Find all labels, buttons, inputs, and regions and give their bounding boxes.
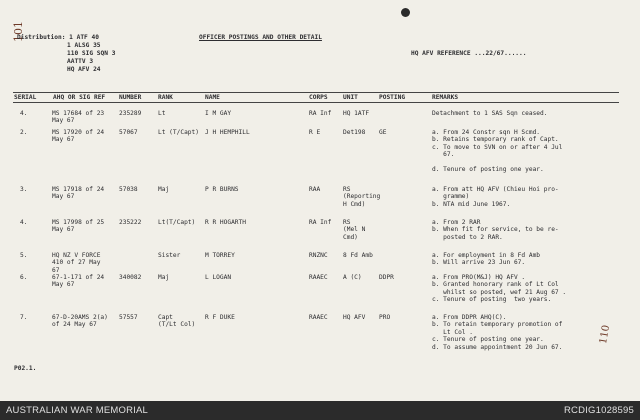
- cell-ref-line: HQ NZ V FORCE: [52, 252, 101, 259]
- cell-ref-line: May 67: [52, 136, 75, 144]
- cell-remarks-line: b. Will arrive 23 Jun 67.: [432, 259, 526, 267]
- cell-ref-line: of 24 May 67: [52, 321, 97, 329]
- archive-footer: [0, 401, 640, 420]
- cell-name: J H HEMPHILL: [205, 129, 250, 136]
- cell-rank-line: Maj: [158, 186, 170, 193]
- cell-number: 57038: [119, 186, 138, 193]
- cell-unit-line: (Reporting: [343, 193, 381, 201]
- cell-remarks-line: a. From 24 Constr sqn H Scmd.: [432, 129, 541, 136]
- reference-number: HQ AFV REFERENCE ...22/67......: [411, 50, 527, 57]
- cell-ref-line: 67-1-171 of 24: [52, 274, 105, 281]
- cell-remarks-line: a. From att HQ AFV (Chieu Hoi pro-: [432, 186, 559, 193]
- cell-number: 57067: [119, 129, 138, 136]
- cell-ref-line: 410 of 27 May: [52, 259, 101, 267]
- punch-hole: [401, 8, 410, 17]
- cell-ref-line: May 67: [52, 281, 75, 289]
- cell-unit-line: RS: [343, 219, 351, 226]
- cell-unit-line: 8 Fd Amb: [343, 252, 373, 259]
- cell-rank-line: Lt(T/Capt): [158, 219, 196, 226]
- cell-remarks-line: a. From PRO(M&J) HQ AFV .: [432, 274, 526, 281]
- cell-corps: RAAEC: [309, 274, 328, 281]
- cell-number: 235222: [119, 219, 142, 226]
- cell-unit-line: RS: [343, 186, 351, 193]
- cell-posting: DDPR: [379, 274, 394, 281]
- cell-rank-line: Capt: [158, 314, 173, 321]
- distribution-line-4: AATTV 3: [67, 58, 94, 65]
- cell-ref-line: May 67: [52, 226, 75, 234]
- cell-ref-line: May 67: [52, 193, 75, 201]
- distribution-line-5: HQ AFV 24: [67, 66, 101, 73]
- cell-name: R F DUKE: [205, 314, 235, 321]
- cell-remarks-line: d. Tenure of posting one year.: [432, 166, 544, 173]
- header-rule-bottom: [13, 102, 619, 103]
- cell-serial: 3.: [20, 186, 28, 193]
- cell-remarks-line: b. NTA mid June 1967.: [432, 200, 511, 208]
- cell-remarks-line: gramme): [432, 193, 470, 201]
- cell-ref-line: MS 17918 of 24: [52, 186, 105, 193]
- cell-name: R R HOGARTH: [205, 219, 246, 226]
- cell-serial: 6.: [20, 274, 28, 281]
- cell-remarks-line: whilst so posted, wef 21 Aug 67 .: [432, 288, 567, 296]
- cell-corps: RAA: [309, 186, 321, 193]
- col-serial: SERIAL: [14, 94, 37, 101]
- cell-ref-line: May 67: [52, 117, 75, 125]
- footnote: P02.1.: [14, 365, 37, 372]
- cell-remarks-line: a. From 2 RAR: [432, 219, 481, 226]
- cell-rank-line: Lt (T/Capt): [158, 129, 199, 136]
- cell-serial: 4.: [20, 219, 28, 226]
- archive-id: RCDIG1028595: [564, 405, 634, 416]
- cell-rank-line: Lt: [158, 110, 166, 117]
- cell-unit-line: Det198: [343, 129, 366, 136]
- cell-name: M TORREY: [205, 252, 235, 259]
- document-title: OFFICER POSTINGS AND OTHER DETAIL: [199, 34, 322, 41]
- cell-remarks-line: a. For employment in 8 Fd Amb: [432, 252, 541, 259]
- cell-unit-line: H Cmd): [343, 200, 366, 208]
- cell-serial: 4.: [20, 110, 28, 117]
- distribution-line-2: 1 ALSG 35: [67, 42, 101, 49]
- cell-name: L LOGAN: [205, 274, 232, 281]
- col-corps: CORPS: [309, 94, 328, 101]
- cell-remarks-line: Lt Col .: [432, 328, 473, 336]
- cell-ref-line: MS 17920 of 24: [52, 129, 105, 136]
- col-remarks: REMARKS: [432, 94, 459, 101]
- cell-serial: 2.: [20, 129, 28, 136]
- cell-remarks-line: c. Tenure of posting two years.: [432, 296, 552, 304]
- cell-serial: 7.: [20, 314, 28, 321]
- cell-name: P R BURNS: [205, 186, 239, 193]
- distribution-line-1: Distribution: 1 ATF 40: [17, 34, 99, 41]
- cell-remarks-line: b. Granted honorary rank of Lt Col: [432, 281, 559, 289]
- col-number: NUMBER: [119, 94, 142, 101]
- cell-remarks-line: b. When fit for service, to be re-: [432, 226, 559, 234]
- cell-unit-line: HQ 1ATF: [343, 110, 370, 117]
- header-rule-top: [13, 92, 619, 93]
- cell-number: 57557: [119, 314, 138, 321]
- cell-unit-line: A (C): [343, 274, 362, 281]
- cell-number: 340082: [119, 274, 142, 281]
- cell-ref-line: MS 17684 of 23: [52, 110, 105, 117]
- cell-rank-line: Sister: [158, 252, 181, 259]
- cell-rank-line: Maj: [158, 274, 170, 281]
- cell-remarks-line: a. From DDPR AHQ(C).: [432, 314, 507, 321]
- cell-unit-line: HQ AFV: [343, 314, 366, 321]
- col-rank: RANK: [158, 94, 173, 101]
- cell-remarks-line: 67.: [432, 151, 455, 159]
- cell-serial: 5.: [20, 252, 28, 259]
- cell-remarks-line: Detachment to 1 SAS Sqn ceased.: [432, 110, 548, 117]
- cell-remarks-line: posted to 2 RAR.: [432, 233, 503, 241]
- cell-ref-line: MS 17998 of 25: [52, 219, 105, 226]
- cell-remarks-line: c. To move to SVN on or after 4 Jul: [432, 143, 563, 151]
- cell-corps: RAAEC: [309, 314, 328, 321]
- cell-corps: RA Inf: [309, 110, 332, 117]
- distribution-line-3: 110 SIG SQN 3: [67, 50, 116, 57]
- col-ref: AHQ OR SIG REF: [53, 94, 106, 101]
- cell-ref-line: 67-D-20AMS 2(a): [52, 314, 108, 321]
- cell-corps: RNZNC: [309, 252, 328, 259]
- cell-ref-line: 67: [52, 266, 60, 274]
- col-name: NAME: [205, 94, 220, 101]
- cell-remarks-line: b. To retain temporary promotion of: [432, 321, 563, 329]
- cell-name: I M GAY: [205, 110, 232, 117]
- pen-mark: 101: [12, 21, 25, 42]
- side-mark: 110: [598, 324, 613, 345]
- cell-posting: GE: [379, 129, 387, 136]
- cell-corps: R E: [309, 129, 321, 136]
- cell-posting: PRO: [379, 314, 391, 321]
- col-unit: UNIT: [343, 94, 358, 101]
- cell-remarks-line: d. To assume appointment 20 Jun 67.: [432, 343, 563, 351]
- archive-name: AUSTRALIAN WAR MEMORIAL: [6, 405, 149, 416]
- col-posting: POSTING: [379, 94, 406, 101]
- cell-remarks-line: c. Tenure of posting one year.: [432, 336, 544, 344]
- cell-rank-line: (T/Lt Col): [158, 321, 196, 329]
- cell-remarks-line: b. Retains temporary rank of Capt.: [432, 136, 559, 144]
- cell-unit-line: (Mel N: [343, 226, 366, 234]
- cell-number: 235289: [119, 110, 142, 117]
- cell-unit-line: Cmd): [343, 233, 358, 241]
- cell-corps: RA Inf: [309, 219, 332, 226]
